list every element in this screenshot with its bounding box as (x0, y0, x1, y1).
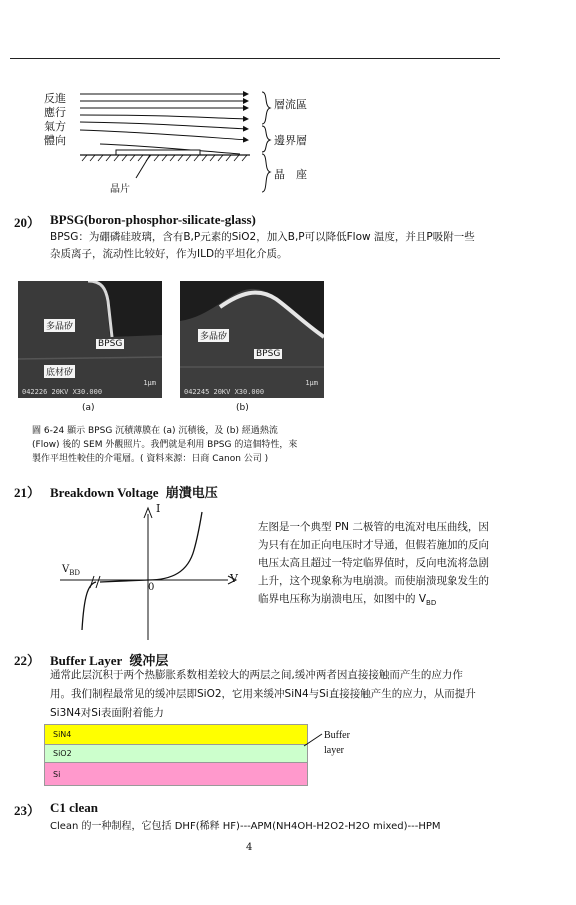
layer-sin4-label: SiN4 (53, 730, 72, 739)
layer-si (44, 762, 308, 786)
vbd-sub: BD (426, 599, 437, 608)
layer-sio2 (44, 744, 308, 762)
buffer-label-line: layer (324, 745, 344, 756)
iv-curve-graph (60, 500, 250, 640)
iv-curve-svg (60, 500, 250, 640)
section-23-number: 23） (14, 803, 41, 818)
flow-figure (40, 88, 340, 198)
iv-axis-v-label: V (230, 572, 238, 585)
section-20-body (50, 229, 520, 263)
iv-axis-i-label: I (156, 502, 161, 515)
section-20-title: BPSG(boron-phosphor-silicate-glass) (50, 212, 256, 227)
section-21-body (258, 518, 518, 612)
sem-a-caption: (a) (82, 403, 95, 413)
body-line: 电压太高且超过一特定临界值时，反向电流将急剧 (258, 557, 489, 569)
header-rule (10, 58, 500, 59)
body-line: BPSG：为硼磷硅玻璃，含有B,P元素的SiO2，加入B,P可以降低Flow 温度，并且P吸附一些 (50, 231, 475, 243)
body-line: 用。我们制程最常见的缓冲层即SiO2，它用来缓冲SiN4与Si直接接触产生的应力，从而提升 (50, 688, 476, 700)
sem-a-bpsg-label: BPSG (98, 339, 123, 349)
section-21-number: 21） (14, 485, 41, 500)
wafer-label: 晶片 (110, 184, 130, 195)
body-line: Si3N4对Si表面附着能力 (50, 707, 164, 719)
sem-a-scale: 1μm (143, 379, 156, 387)
body-line: 杂质离子，流动性比较好，作为ILD的平坦化介质。 (50, 248, 288, 260)
section-22-number: 22） (14, 653, 41, 668)
region-label-susceptor: 晶 座 (274, 168, 307, 181)
section-22-title-cn: 缓冲层 (129, 654, 169, 669)
sem-b-caption: (b) (236, 403, 249, 413)
section-21-title-en: Breakdown Voltage (50, 485, 159, 500)
body-line: 为只有在加正向电压时才导通，但假若施加的反向 (258, 539, 489, 551)
body-line-last (258, 590, 518, 612)
sem-image-b (180, 281, 324, 398)
body-line: 左图是一个典型 PN 二极管的电流对电压曲线，因 (258, 521, 489, 533)
layer-sin4 (44, 724, 308, 744)
sem-a-texture (18, 281, 162, 398)
region-label-boundary: 邊界層 (274, 134, 307, 147)
sem-image-a (18, 281, 162, 398)
section-21-title-cn: 崩潰电压 (165, 486, 218, 501)
flow-left-label: 反進 (44, 92, 66, 105)
body-line: 上升，这个现象称为电崩溃。而使崩溃现象发生的 (258, 575, 489, 587)
buffer-layer-label (324, 728, 350, 758)
section-22-title-en: Buffer Layer (50, 653, 123, 668)
page-number: 4 (246, 842, 253, 853)
flow-left-label: 體向 (44, 134, 66, 147)
section-23-title: C1 clean (50, 800, 99, 815)
region-label-laminar: 層流區 (274, 98, 307, 111)
layer-stack (44, 724, 308, 786)
iv-vbd-label (62, 564, 80, 577)
section-20-number: 20） (14, 215, 41, 230)
buffer-label-line: Buffer (324, 730, 350, 741)
section-21-title (50, 482, 218, 501)
body-line: 临界电压称为崩溃电压，如图中的 V (258, 593, 427, 605)
figure-6-24-caption (32, 424, 297, 466)
caption-line: (Flow) 後的 SEM 外觀照片。我們就是利用 BPSG 的這個特性，來 (32, 440, 298, 450)
section-23-body: Clean 的一种制程，它包括 DHF(稀释 HF)---APM(NH4OH-H2O2-H2O mixed)---HPM (50, 821, 441, 832)
sem-b-bpsg-label: BPSG (256, 349, 281, 359)
layer-si-label: Si (53, 770, 61, 779)
sem-a-polysilicon-label: 多晶矽 (44, 319, 75, 332)
flow-left-label: 應行 (44, 106, 66, 119)
sem-a-footer: 042226 20KV X30.000 (22, 388, 103, 396)
sem-b-polysilicon-label: 多晶矽 (198, 329, 229, 342)
body-line: 通常此层沉积于两个热膨胀系数相差较大的两层之间,缓冲两者因直接接触而产生的应力作 (50, 669, 463, 681)
iv-vbd-main: V (62, 564, 70, 575)
flow-left-label: 氣方 (44, 120, 66, 133)
caption-line: 製作平坦性較佳的介電層。( 資料來源：日商 Canon 公司 ) (32, 454, 269, 464)
caption-line: 圖 6-24 顯示 BPSG 沉積薄膜在 (a) 沉積後，及 (b) 經過熱流 (32, 426, 278, 436)
iv-vbd-sub: BD (69, 569, 80, 577)
iv-origin-label: 0 (148, 582, 155, 593)
section-22-body (50, 666, 520, 723)
layer-sio2-label: SiO2 (53, 749, 72, 758)
sem-b-scale: 1μm (305, 379, 318, 387)
sem-a-substrate-label: 底材矽 (44, 365, 75, 378)
sem-b-footer: 042245 20KV X30.000 (184, 388, 265, 396)
